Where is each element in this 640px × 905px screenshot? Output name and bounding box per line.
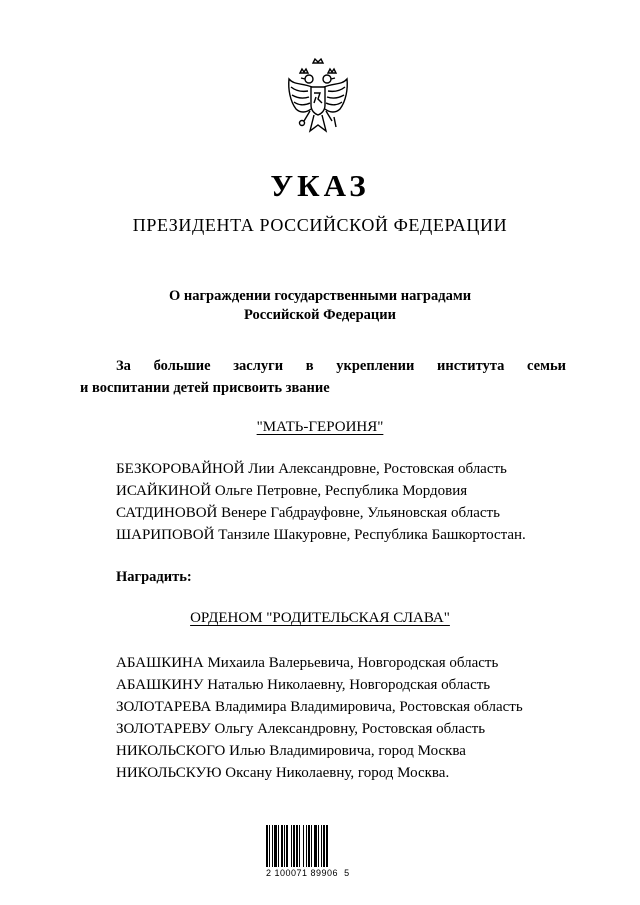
recipient-item: САТДИНОВОЙ Венере Габдрауфовне, Ульяновская область <box>116 505 500 521</box>
recipient-item: НИКОЛЬСКУЮ Оксану Николаевну, город Москва. <box>116 765 450 781</box>
award2-recipient-list <box>116 652 523 784</box>
recipient-item: ЗОЛОТАРЕВУ Ольгу Александровну, Ростовская область <box>116 721 486 737</box>
recipient-item: АБАШКИНУ Наталью Николаевну, Новгородская область <box>116 677 491 693</box>
recipient-item: ЗОЛОТАРЕВА Владимира Владимировича, Ростовская область <box>116 699 523 715</box>
barcode-icon <box>266 825 356 867</box>
award-title-parental-glory: ОРДЕНОМ "РОДИТЕЛЬСКАЯ СЛАВА" <box>190 610 450 626</box>
award1-recipient-list <box>116 458 526 546</box>
intro-paragraph <box>80 355 566 399</box>
document-title: УКАЗ <box>270 168 370 203</box>
barcode-number: 2 100071 89906 5 <box>266 868 350 878</box>
barcode <box>254 815 374 887</box>
coat-of-arms-icon <box>286 57 350 143</box>
reward-label: Наградить: <box>116 569 192 585</box>
award-title-mother-heroine: "МАТЬ-ГЕРОИНЯ" <box>256 419 384 435</box>
document-subtitle: ПРЕЗИДЕНТА РОССИЙСКОЙ ФЕДЕРАЦИИ <box>132 215 508 235</box>
recipient-item: ИСАЙКИНОЙ Ольге Петровне, Республика Мордовия <box>116 483 468 499</box>
decree-heading <box>0 287 640 325</box>
intro-line-1: За большие заслуги в укреплении института семьи <box>116 358 566 374</box>
decree-heading-line-2: Российской Федерации <box>243 307 396 323</box>
intro-line-2: и воспитании детей присвоить звание <box>80 380 330 396</box>
decree-heading-line-1: О награждении государственными наградами <box>168 288 472 304</box>
recipient-item: АБАШКИНА Михаила Валерьевича, Новгородская область <box>116 655 499 671</box>
recipient-item: НИКОЛЬСКОГО Илью Владимировича, город Москва <box>116 743 466 759</box>
recipient-item: БЕЗКОРОВАЙНОЙ Лии Александровне, Ростовская область <box>116 461 507 477</box>
recipient-item: ШАРИПОВОЙ Танзиле Шакуровне, Республика Башкортостан. <box>116 527 526 543</box>
